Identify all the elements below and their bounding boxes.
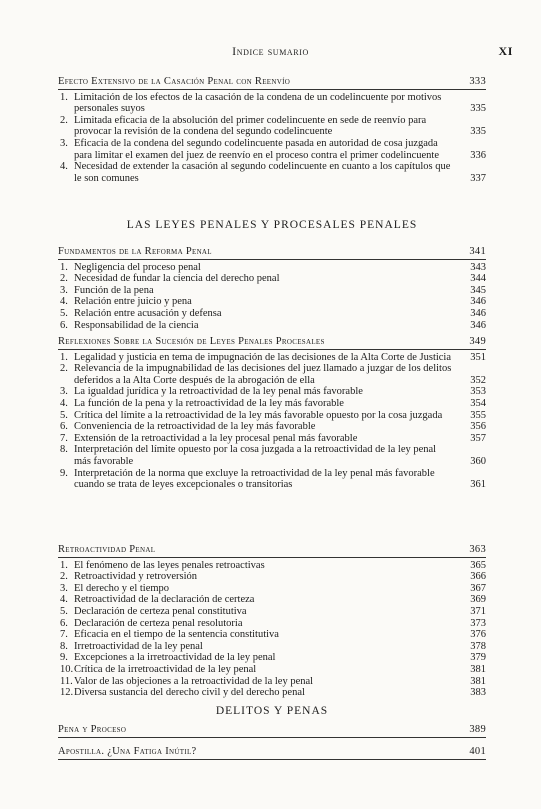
entry-text — [58, 676, 452, 688]
entry-number: 12. — [60, 687, 74, 699]
entry-text — [58, 594, 452, 606]
entry-title: Interpretación del límite opuesto por la cosa juzgada a la retroactividad de la ley penal más favorable — [74, 444, 437, 467]
section-title: Efecto Extensivo de la Casación Penal con Reenvío — [58, 76, 291, 87]
entry-number: 3. — [60, 137, 68, 149]
entry-page-number: 376 — [470, 629, 486, 641]
toc-section-title-row[interactable] — [58, 746, 486, 758]
entry-number: 7. — [60, 432, 68, 444]
entry-title: Legalidad y justicia en tema de impugnación de las decisiones de la Alta Corte de Justicia — [74, 351, 452, 363]
entry-text — [58, 262, 452, 274]
entry-title: Crítica de la irretroactividad de la ley penal — [74, 663, 257, 675]
section-rule — [58, 759, 486, 760]
section-title: Pena y Proceso — [58, 724, 127, 735]
entry-title: Excepciones a la irretroactividad de la ley penal — [74, 652, 276, 664]
toc-entry[interactable] — [58, 363, 486, 386]
entry-text — [58, 560, 452, 572]
toc-section-title-row[interactable] — [58, 544, 486, 556]
toc-entry[interactable] — [58, 308, 486, 320]
entry-page-number: 343 — [470, 261, 486, 273]
entry-number: 9. — [60, 467, 68, 479]
running-header — [0, 44, 541, 60]
toc-entry[interactable] — [58, 676, 486, 688]
entry-page-number: 354 — [470, 397, 486, 409]
toc-entry[interactable] — [58, 273, 486, 285]
toc-entry[interactable] — [58, 410, 486, 422]
entry-page-number: 346 — [470, 296, 486, 308]
entry-text — [58, 296, 452, 308]
entry-number: 1. — [60, 91, 68, 103]
entry-number: 4. — [60, 594, 68, 606]
entry-title: Función de la pena — [74, 284, 154, 296]
entry-page-number: 369 — [470, 594, 486, 606]
toc-entry[interactable] — [58, 296, 486, 308]
entry-number: 7. — [60, 629, 68, 641]
entry-number: 3. — [60, 386, 68, 398]
section-page-number: 389 — [469, 724, 486, 735]
entry-number: 8. — [60, 444, 68, 456]
section-rule — [58, 737, 486, 738]
toc-section-title-row[interactable] — [58, 76, 486, 88]
entry-text — [58, 583, 452, 595]
entry-title: Declaración de certeza penal constitutiva — [74, 605, 247, 617]
part-heading: DELITOS Y PENAS — [215, 705, 329, 717]
entry-text — [58, 433, 452, 445]
entry-title: Retroactividad de la declaración de certeza — [74, 594, 255, 606]
entry-number: 6. — [60, 319, 68, 331]
entry-number: 6. — [60, 421, 68, 433]
entry-page-number: 378 — [470, 640, 486, 652]
entry-title: Relevancia de la impugnabilidad de las decisiones del juez llamado a juzgar de los delitos deferidos a la Alta Corte después de la abrogación de ella — [74, 363, 452, 386]
entry-number: 2. — [60, 273, 68, 285]
entry-number: 3. — [60, 582, 68, 594]
entry-page-number: 336 — [470, 149, 486, 161]
toc-entry[interactable] — [58, 571, 486, 583]
section-rule — [58, 259, 486, 260]
entry-title: El fenómeno de las leyes penales retroactivas — [74, 559, 265, 571]
entry-title: Crítica del límite a la retroactividad de la ley más favorable opuesto por la cosa juzgada — [74, 409, 443, 421]
entry-title: Eficacia de la condena del segundo codelincuente pasada en autoridad de cosa juzgada para limitar el examen del juez de reenvío en el proceso contra el primer codelincuente — [74, 137, 439, 161]
entry-number: 5. — [60, 307, 68, 319]
entry-title: Extensión de la retroactividad a la ley procesal penal más favorable — [74, 432, 358, 444]
entry-title: Retroactividad y retroversión — [74, 571, 198, 583]
toc-entry[interactable] — [58, 285, 486, 297]
toc-entry[interactable] — [58, 444, 486, 467]
section-title: Fundamentos de la Reforma Penal — [58, 246, 212, 257]
entry-title: Negligencia del proceso penal — [74, 261, 201, 273]
section-rule — [58, 89, 486, 90]
entry-page-number: 353 — [470, 386, 486, 398]
entry-number: 9. — [60, 652, 68, 664]
toc-section — [58, 724, 486, 740]
entry-page-number: 383 — [470, 687, 486, 699]
entry-number: 11. — [60, 675, 73, 687]
entry-text — [58, 320, 452, 332]
entry-title: Necesidad de extender la casación al segundo codelincuente en cuanto a los capítulos que le son comunes — [74, 161, 451, 184]
entry-title: La función de la pena y la retroactividad de la ley más favorable — [74, 397, 344, 409]
entry-title: Relación entre acusación y defensa — [74, 307, 222, 319]
entry-number: 10. — [60, 663, 74, 675]
entry-page-number: 367 — [470, 582, 486, 594]
entry-text — [58, 386, 452, 398]
toc-entry[interactable] — [58, 583, 486, 595]
entry-title: Necesidad de fundar la ciencia del derecho penal — [74, 273, 280, 285]
entry-number: 2. — [60, 571, 68, 583]
entry-text — [58, 352, 452, 364]
entry-text — [58, 273, 452, 285]
toc-entry[interactable] — [58, 262, 486, 274]
entry-page-number: 366 — [470, 571, 486, 583]
toc-entry[interactable] — [58, 468, 486, 491]
entry-title: Interpretación de la norma que excluye la retroactividad de la ley penal más favorable cuando se trata de leyes excepcionales o transitorias — [74, 467, 435, 491]
entry-title: Responsabilidad de la ciencia — [74, 319, 199, 331]
running-title: Indice sumario — [232, 44, 309, 58]
entry-page-number: 344 — [470, 273, 486, 285]
entry-text — [58, 285, 452, 297]
section-rule — [58, 349, 486, 350]
entry-number: 4. — [60, 296, 68, 308]
entry-text — [58, 618, 452, 630]
entry-text — [58, 664, 452, 676]
page-number: XI — [498, 44, 513, 58]
entry-text — [58, 641, 452, 653]
toc-entry[interactable] — [58, 652, 486, 664]
toc-section — [58, 76, 486, 184]
section-page-number: 363 — [469, 544, 486, 555]
entry-title: Diversa sustancia del derecho civil y del derecho penal — [74, 687, 305, 699]
entry-number: 5. — [60, 605, 68, 617]
toc-entry[interactable] — [58, 606, 486, 618]
entry-text — [58, 363, 452, 386]
entry-page-number: 357 — [470, 432, 486, 444]
section-title: Reflexiones Sobre la Sucesión de Leyes Penales Procesales — [58, 336, 325, 347]
section-title: Apostilla. ¿Una Fatiga Inútil? — [58, 746, 197, 757]
entry-page-number: 381 — [470, 675, 486, 687]
toc-section-title-row[interactable] — [58, 724, 486, 736]
toc-entry[interactable] — [58, 641, 486, 653]
entry-page-number: 346 — [470, 307, 486, 319]
entry-page-number: 356 — [470, 421, 486, 433]
toc-section — [58, 246, 486, 331]
entry-page-number: 355 — [470, 409, 486, 421]
toc-section — [58, 746, 486, 762]
entry-text — [58, 92, 452, 115]
toc-entry[interactable] — [58, 421, 486, 433]
toc-entry[interactable] — [58, 386, 486, 398]
entry-text — [58, 606, 452, 618]
toc-entry[interactable] — [58, 352, 486, 364]
entry-text — [58, 421, 452, 433]
section-page-number: 333 — [469, 76, 486, 87]
section-page-number: 341 — [469, 246, 486, 257]
entry-number: 1. — [60, 261, 68, 273]
entry-page-number: 365 — [470, 559, 486, 571]
entry-page-number: 381 — [470, 663, 486, 675]
entry-page-number: 345 — [470, 284, 486, 296]
toc-entry[interactable] — [58, 398, 486, 410]
toc-entry[interactable] — [58, 594, 486, 606]
entry-page-number: 361 — [470, 479, 486, 491]
entry-title: Eficacia en el tiempo de la sentencia constitutiva — [74, 629, 279, 641]
entry-number: 2. — [60, 114, 68, 126]
entry-text — [58, 398, 452, 410]
entry-number: 3. — [60, 284, 68, 296]
entry-text — [58, 687, 452, 699]
entry-number: 1. — [60, 559, 68, 571]
toc-entry[interactable] — [58, 560, 486, 572]
toc-entry[interactable] — [58, 320, 486, 332]
entry-page-number: 379 — [470, 652, 486, 664]
entry-text — [58, 161, 452, 184]
section-page-number: 401 — [469, 746, 486, 757]
toc-entry[interactable] — [58, 629, 486, 641]
entry-text — [58, 138, 452, 161]
entry-text — [58, 652, 452, 664]
toc-entry[interactable] — [58, 138, 486, 161]
entry-text — [58, 629, 452, 641]
entry-number: 2. — [60, 363, 68, 375]
entry-text — [58, 308, 452, 320]
entry-page-number: 352 — [470, 374, 486, 386]
toc-entry[interactable] — [58, 687, 486, 699]
section-title: Retroactividad Penal — [58, 544, 156, 555]
toc-entry[interactable] — [58, 92, 486, 115]
toc-entry[interactable] — [58, 433, 486, 445]
entry-number: 8. — [60, 640, 68, 652]
toc-entry[interactable] — [58, 161, 486, 184]
toc-entry[interactable] — [58, 115, 486, 138]
toc-section-title-row[interactable] — [58, 336, 486, 348]
entry-title: Conveniencia de la retroactividad de la ley más favorable — [74, 421, 316, 433]
entry-number: 5. — [60, 409, 68, 421]
entry-text — [58, 571, 452, 583]
entry-number: 6. — [60, 617, 68, 629]
entry-page-number: 335 — [470, 126, 486, 138]
entry-page-number: 360 — [470, 455, 486, 467]
entry-page-number: 335 — [470, 103, 486, 115]
entry-title: Declaración de certeza penal resolutoria — [74, 617, 243, 629]
entry-text — [58, 444, 452, 467]
section-rule — [58, 557, 486, 558]
toc-entry[interactable] — [58, 664, 486, 676]
entry-title: El derecho y el tiempo — [74, 582, 170, 594]
toc-entry[interactable] — [58, 618, 486, 630]
toc-section — [58, 544, 486, 699]
section-page-number: 349 — [469, 336, 486, 347]
entry-page-number: 351 — [470, 351, 486, 363]
entry-title: Valor de las objeciones a la retroactividad de la ley penal — [74, 675, 314, 687]
entry-title: La igualdad jurídica y la retroactividad de la ley penal más favorable — [74, 386, 363, 398]
entry-text — [58, 410, 452, 422]
entry-title: Limitación de los efectos de la casación de la condena de un codelincuente por motivos personales suyos — [74, 91, 442, 115]
entry-title: Relación entre juicio y pena — [74, 296, 192, 308]
entry-page-number: 346 — [470, 319, 486, 331]
toc-section — [58, 336, 486, 491]
entry-page-number: 371 — [470, 605, 486, 617]
entry-text — [58, 468, 452, 491]
part-heading: LAS LEYES PENALES Y PROCESALES PENALES — [126, 219, 418, 231]
entry-number: 4. — [60, 397, 68, 409]
toc-section-title-row[interactable] — [58, 246, 486, 258]
entry-title: Limitada eficacia de la absolución del primer codelincuente en sede de reenvío para provocar la revisión de la condena del segundo codelincuente — [74, 114, 427, 138]
entry-title: Irretroactividad de la ley penal — [74, 640, 203, 652]
entry-page-number: 337 — [470, 172, 486, 184]
entry-number: 4. — [60, 161, 68, 173]
entry-number: 1. — [60, 351, 68, 363]
entry-page-number: 373 — [470, 617, 486, 629]
entry-text — [58, 115, 452, 138]
